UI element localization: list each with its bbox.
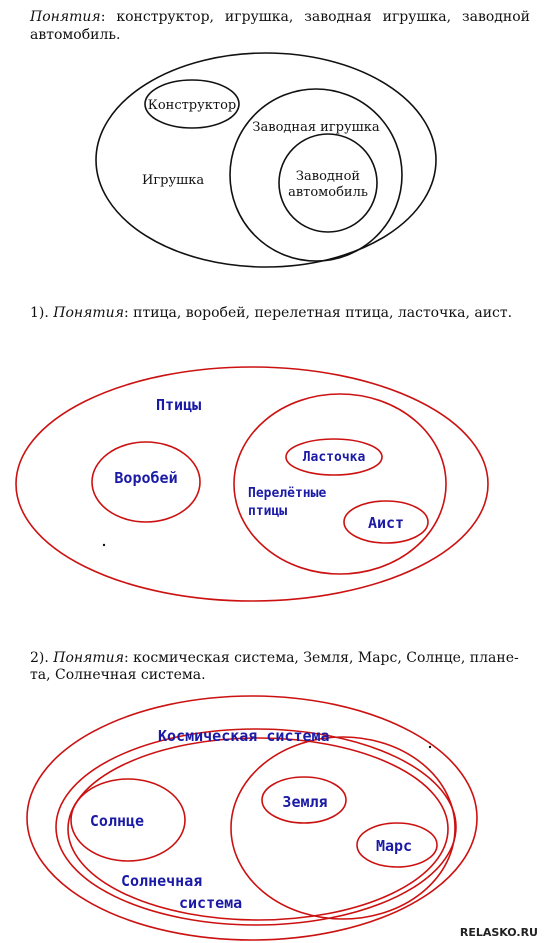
solar-system-label-line1: Солнечная [121,872,203,890]
migratory-label-line2: птицы [248,504,288,519]
earth-label: Земля [282,793,328,811]
intro-line-1: Понятия: конструктор, игрушка, заводная игрушка, заводной [30,9,530,25]
migratory-ellipse [234,394,446,574]
stork-label: Аист [367,514,405,532]
constructor-label: Конструктор [147,98,237,113]
sun-label: Солнце [89,812,145,830]
task1-term-label: Понятия [53,305,124,321]
stray-dot [103,544,105,546]
solar-system-label-line2: система [179,894,243,912]
task2-term-label: Понятия [53,650,124,666]
task2-body: : космическая система, Земля, Марс, Солнце, плане- [123,650,519,666]
birds-ellipse [16,367,488,601]
car-label-line2: автомобиль [288,185,368,200]
stray-dot-2 [429,746,431,748]
intro-line-2: автомобиль. [30,27,121,43]
intro-item-2: игрушка, [224,9,294,25]
example-diagram [96,53,436,267]
task1-number: 1). [30,305,49,321]
intro-item-1: конструктор, [116,9,214,25]
wind-up-label: Заводная игрушка [252,120,380,135]
toy-ellipse [96,53,436,267]
swallow-label: Ласточка [302,450,366,465]
task2-line-2: та, Солнечная система. [30,667,206,683]
mars-label: Марс [375,837,413,855]
task2-number: 2). [30,650,49,666]
intro-item-4: игрушка, [382,9,452,25]
diagram1 [16,367,488,601]
birds-label: Птицы [156,396,202,414]
sparrow-label: Воробей [114,469,178,487]
intro-item-3: заводная [304,9,372,25]
toy-label: Игрушка [142,173,205,188]
intro-term-label: Понятия [30,9,101,25]
intro-item-5: заводной [461,9,530,25]
car-label-line1: Заводной [295,169,361,184]
space-system-label: Космическая система [158,727,330,745]
task1-body: : птица, воробей, перелетная птица, ласточка, аист. [123,305,513,321]
migratory-label-line1: Перелётные [248,486,327,501]
watermark: RELASKO.RU [459,926,538,939]
